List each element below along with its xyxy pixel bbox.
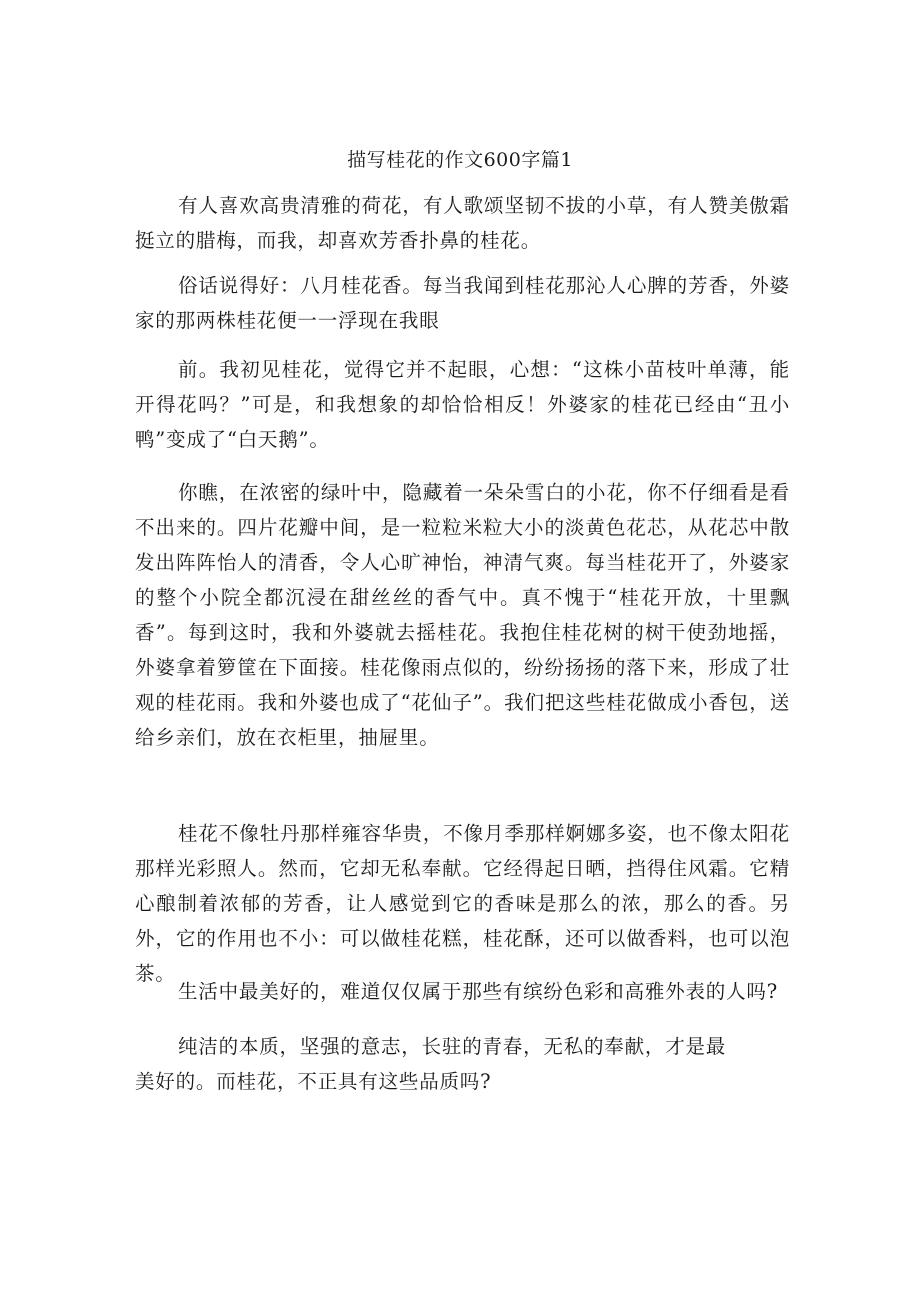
paragraph-4: 你瞧，在浓密的绿叶中，隐藏着一朵朵雪白的小花，你不仔细看是看不出来的。四片花瓣中间，是一粒粒米粒大小的淡黄色花芯，从花芯中散发出阵阵怡人的清香，令人心旷神怡，神清气爽。每当桂花开了，外婆家的整个小院全都沉浸在甜丝丝的香气中。真不愧于“桂花开放，十里飘香”。每到这时，我和外婆就去摇桂花。我抱住桂花树的树干使劲地摇，外婆拿着箩筐在下面接。桂花像雨点似的，纷纷扬扬的落下来，形成了壮观的桂花雨。我和外婆也成了“花仙子”。我们把这些桂花做成小香包，送给乡亲们，放在衣柜里，抽屉里。 <box>135 481 790 749</box>
paragraph-5: 桂花不像牡丹那样雍容华贵，不像月季那样婀娜多姿，也不像太阳花那样光彩照人。然而，它却无私奉献。它经得起日晒，挡得住风霜。它精心酿制着浓郁的芳香，让人感觉到它的香味是那么的浓，那么的香。另外，它的作用也不小：可以做桂花糕，桂花酥，还可以做香料，也可以泡茶。 <box>135 822 790 985</box>
paragraph-3: 前。我初见桂花，觉得它并不起眼，心想：“这株小苗枝叶单薄，能开得花吗？”可是，和我想象的却恰恰相反！外婆家的桂花已经由“丑小鸭”变成了“白天鹅”。 <box>135 358 790 451</box>
paragraph-7: 纯洁的本质，坚强的意志，长驻的青春，无私的奉献，才是最美好的。而桂花，不正具有这些品质吗? <box>135 1035 727 1093</box>
paragraph-6: 生活中最美好的，难道仅仅属于那些有缤纷色彩和高雅外表的人吗? <box>178 980 778 1003</box>
paragraph-1: 有人喜欢高贵清雅的荷花，有人歌颂坚韧不拔的小草，有人赞美傲霜挺立的腊梅，而我，却喜欢芳香扑鼻的桂花。 <box>135 194 790 252</box>
paragraph-2: 俗话说得好：八月桂花香。每当我闻到桂花那沁人心脾的芳香，外婆家的那两株桂花便一一浮现在我眼 <box>135 274 790 332</box>
document-title: 描写桂花的作文600字篇1 <box>347 149 573 171</box>
